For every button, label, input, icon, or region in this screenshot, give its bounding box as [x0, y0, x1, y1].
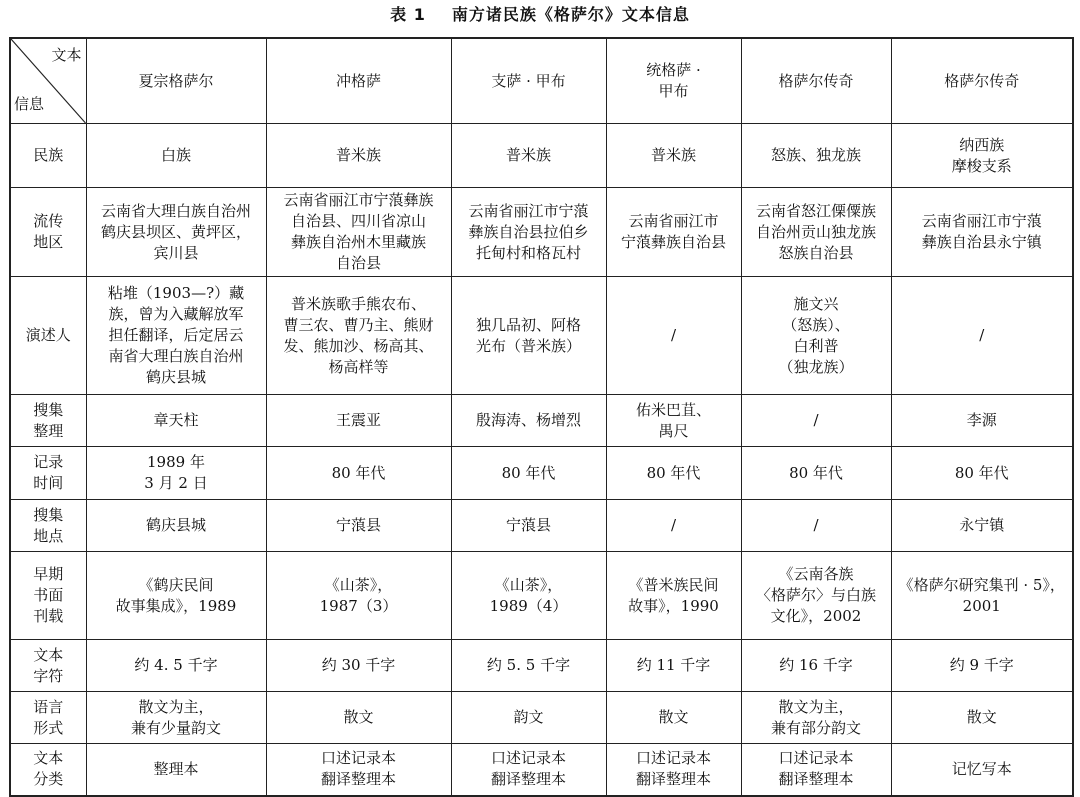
row-label: 文本 字符 [10, 640, 86, 692]
table-cell: 施文兴 （怒族）、 白利普 （独龙族） [741, 277, 891, 395]
column-header: 支萨 · 甲布 [451, 38, 606, 124]
table-row [10, 188, 1073, 277]
row-label: 早期 书面 刊载 [10, 552, 86, 640]
table-cell: 记忆写本 [891, 744, 1073, 796]
table-cell: 《云南各族 〈格萨尔〉与白族 文化》，2002 [741, 552, 891, 640]
table-cell: 散文 [891, 692, 1073, 744]
table-cell: 王震亚 [266, 395, 451, 447]
table-cell: 散文为主， 兼有少量韵文 [86, 692, 266, 744]
table-cell: 纳西族 摩梭支系 [891, 124, 1073, 188]
table-cell: 普米族 [266, 124, 451, 188]
table-cell: / [606, 500, 741, 552]
table-cell: 80 年代 [451, 447, 606, 500]
table-row [10, 124, 1073, 188]
table-cell: 云南省丽江市宁蒗彝族 自治县、四川省凉山 彝族自治州木里藏族 自治县 [266, 188, 451, 277]
table-cell: 80 年代 [741, 447, 891, 500]
table-row [10, 447, 1073, 500]
table-cell: 粘堆（1903—?）藏 族，曾为入藏解放军 担任翻译，后定居云 南省大理白族自治州 鹤庆县城 [86, 277, 266, 395]
table-cell: 80 年代 [606, 447, 741, 500]
table-cell: 口述记录本 翻译整理本 [266, 744, 451, 796]
table-cell: 李源 [891, 395, 1073, 447]
table-cell: / [606, 277, 741, 395]
table-cell: 《山茶》， 1989（4） [451, 552, 606, 640]
column-header: 夏宗格萨尔 [86, 38, 266, 124]
corner-cell [10, 38, 86, 124]
table-cell: 《格萨尔研究集刊 · 5》， 2001 [891, 552, 1073, 640]
table-cell: 散文 [606, 692, 741, 744]
column-header: 统格萨 · 甲布 [606, 38, 741, 124]
table-cell: 佑米巴苴、 禺尺 [606, 395, 741, 447]
table-cell: 约 11 千字 [606, 640, 741, 692]
table-cell: 普米族歌手熊农布、 曹三农、曹乃主、熊财 发、熊加沙、杨高其、 杨高样等 [266, 277, 451, 395]
table-cell: 独几品初、阿格 光布（普米族） [451, 277, 606, 395]
table-row [10, 692, 1073, 744]
table-cell: 80 年代 [891, 447, 1073, 500]
table-number: 表 1 [390, 5, 426, 24]
table-cell: 口述记录本 翻译整理本 [741, 744, 891, 796]
corner-label-text: 文本 [51, 46, 82, 64]
header-row [10, 38, 1073, 124]
table-cell: 普米族 [606, 124, 741, 188]
table-row [10, 552, 1073, 640]
table-cell: 整理本 [86, 744, 266, 796]
table-cell: 约 4. 5 千字 [86, 640, 266, 692]
table-cell: 云南省丽江市 宁蒗彝族自治县 [606, 188, 741, 277]
row-label: 演述人 [10, 277, 86, 395]
table-cell: / [741, 395, 891, 447]
corner-label-info: 信息 [14, 95, 45, 113]
table-cell: 白族 [86, 124, 266, 188]
column-header: 冲格萨 [266, 38, 451, 124]
column-header: 格萨尔传奇 [741, 38, 891, 124]
table-row [10, 500, 1073, 552]
table-row [10, 395, 1073, 447]
table-cell: 80 年代 [266, 447, 451, 500]
table-cell: 约 16 千字 [741, 640, 891, 692]
table-cell: 普米族 [451, 124, 606, 188]
table-cell: 云南省丽江市宁蒗 彝族自治县永宁镇 [891, 188, 1073, 277]
row-label: 民族 [10, 124, 86, 188]
row-label: 记录 时间 [10, 447, 86, 500]
table-row [10, 744, 1073, 796]
table-cell: 鹤庆县城 [86, 500, 266, 552]
row-label: 流传 地区 [10, 188, 86, 277]
table-cell: 怒族、独龙族 [741, 124, 891, 188]
row-label: 搜集 地点 [10, 500, 86, 552]
table-cell: 云南省怒江傈僳族 自治州贡山独龙族 怒族自治县 [741, 188, 891, 277]
table-row [10, 277, 1073, 395]
table-cell: 散文 [266, 692, 451, 744]
table-cell: 约 30 千字 [266, 640, 451, 692]
table-cell: 散文为主， 兼有部分韵文 [741, 692, 891, 744]
info-table [9, 37, 1074, 797]
table-cell: 云南省丽江市宁蒗 彝族自治县拉伯乡 托甸村和格瓦村 [451, 188, 606, 277]
table-row [10, 640, 1073, 692]
row-label: 搜集 整理 [10, 395, 86, 447]
table-cell: 章天柱 [86, 395, 266, 447]
table-cell: 约 9 千字 [891, 640, 1073, 692]
table-cell: / [741, 500, 891, 552]
table-cell: 《山茶》， 1987（3） [266, 552, 451, 640]
table-cell: 云南省大理白族自治州 鹤庆县坝区、黄坪区， 宾川县 [86, 188, 266, 277]
table-cell: 1989 年 3 月 2 日 [86, 447, 266, 500]
table-cell: 宁蒗县 [266, 500, 451, 552]
table-cell: 宁蒗县 [451, 500, 606, 552]
table-cell: / [891, 277, 1073, 395]
table-cell: 殷海涛、杨增烈 [451, 395, 606, 447]
column-header: 格萨尔传奇 [891, 38, 1073, 124]
table-cell: 韵文 [451, 692, 606, 744]
table-cell: 永宁镇 [891, 500, 1073, 552]
table-cell: 《鹤庆民间 故事集成》，1989 [86, 552, 266, 640]
table-cell: 约 5. 5 千字 [451, 640, 606, 692]
row-label: 语言 形式 [10, 692, 86, 744]
table-cell: 《普米族民间 故事》，1990 [606, 552, 741, 640]
table-cell: 口述记录本 翻译整理本 [606, 744, 741, 796]
table-title: 南方诸民族《格萨尔》文本信息 [451, 5, 690, 24]
row-label: 文本 分类 [10, 744, 86, 796]
table-caption [0, 4, 1080, 26]
table-cell: 口述记录本 翻译整理本 [451, 744, 606, 796]
